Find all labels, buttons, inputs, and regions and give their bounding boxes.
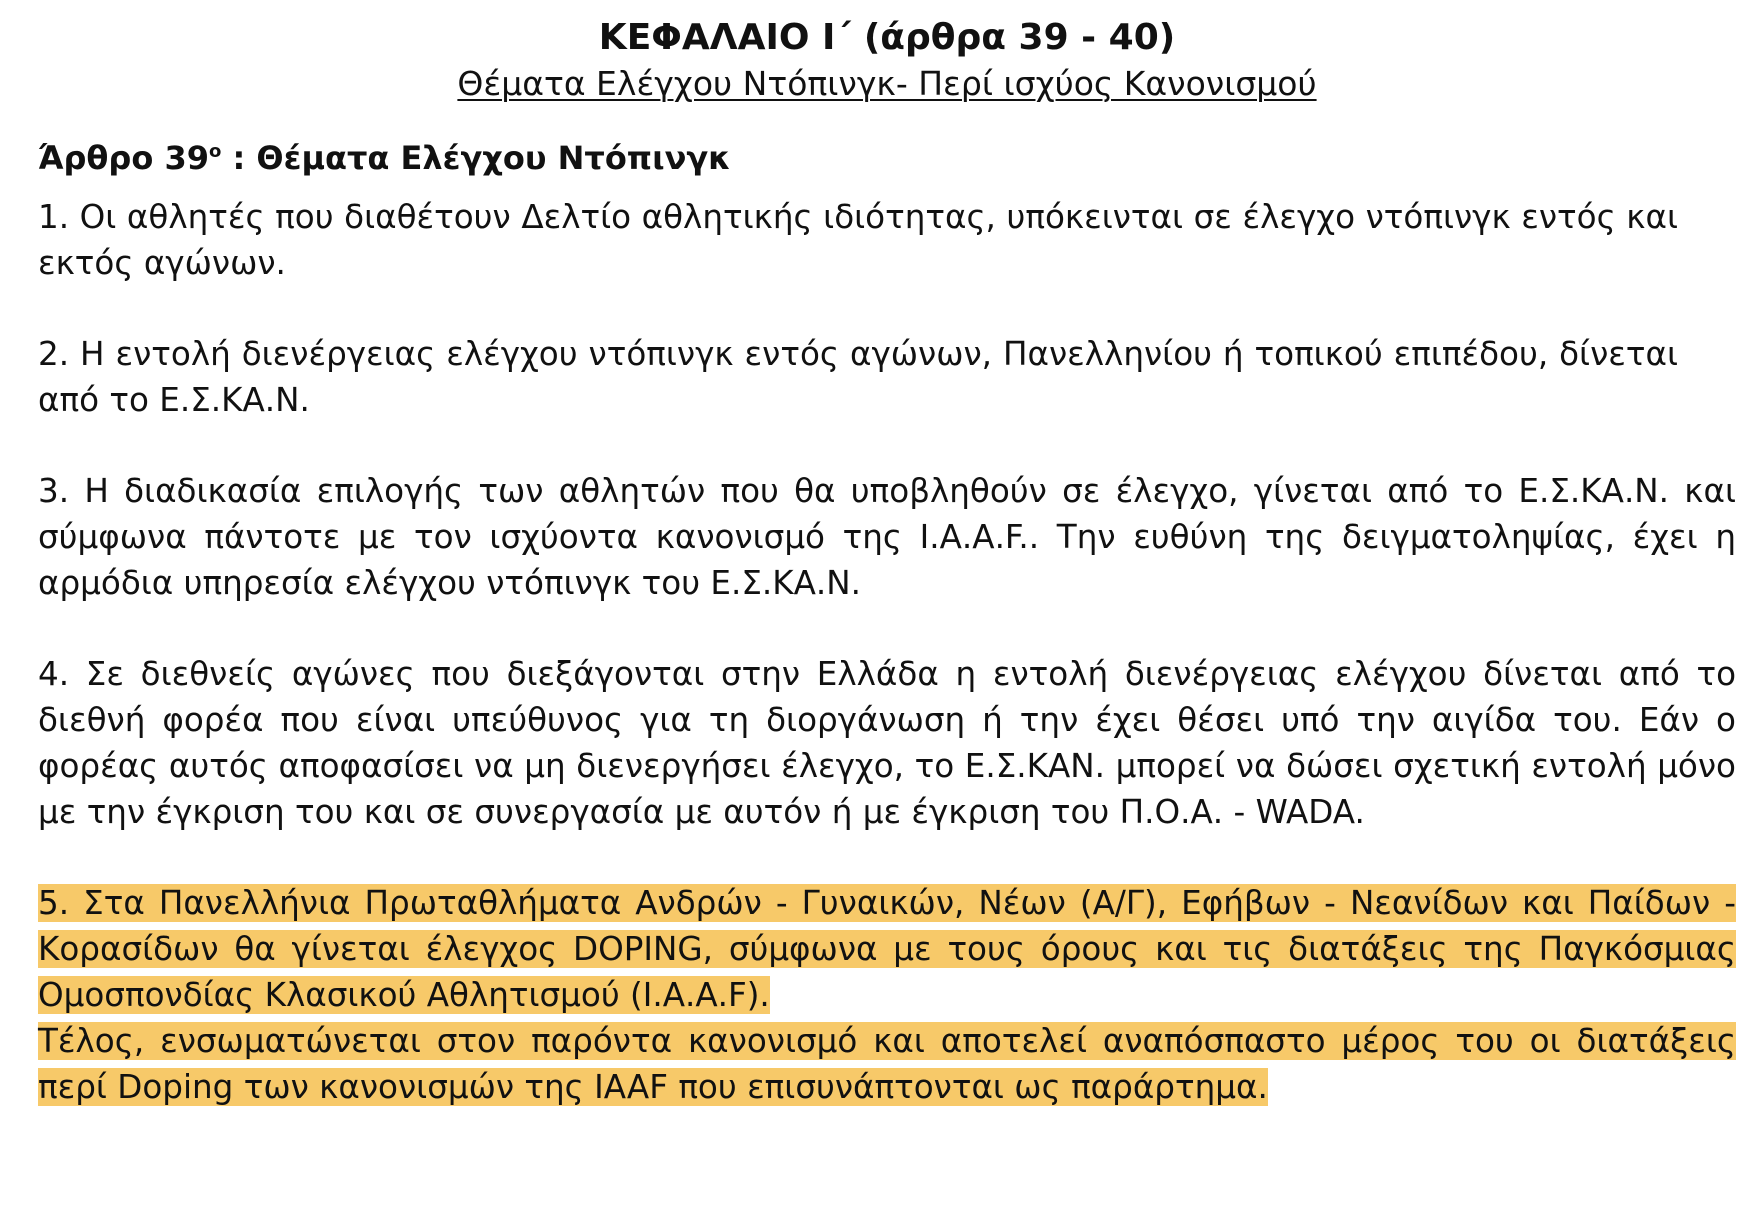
paragraph-1: 1. Οι αθλητές που διαθέτουν Δελτίο αθλητικής ιδιότητας, υπόκεινται σε έλεγχο ντόπινγκ εντός και εκτός αγώνων. [38, 198, 1678, 282]
highlighted-text: Τέλος, ενσωματώνεται στον παρόντα κανονισμό και αποτελεί αναπόσπαστο μέρος του οι διατάξεις περί Doping των κανονισμών της IAAF που επισυνάπτονται ως παράρτημα. [38, 1022, 1736, 1106]
article-heading-title: : Θέματα Ελέγχου Ντόπινγκ [221, 139, 731, 177]
paragraph-4: 4. Σε διεθνείς αγώνες που διεξάγονται στην Ελλάδα η εντολή διενέργειας ελέγχου δίνεται από το διεθνή φορέα που είναι υπεύθυνος για τη διοργάνωση ή την έχει θέσει υπό την αιγίδα του. Εάν ο φορέας αυτός αποφασίσει να μη διενεργήσει έλεγχο, το Ε.Σ.ΚΑΝ. μπορεί να δώσει σχετική εντολή μόνο με την έγκριση του και σε συνεργασία με αυτόν ή με έγκριση του Π.Ο.Α. - WADA. [38, 655, 1736, 831]
chapter-subtitle: Θέματα Ελέγχου Ντόπινγκ- Περί ισχύος Κανονισμού [457, 64, 1317, 103]
document-page [38, 14, 1736, 1110]
highlighted-text: 5. Στα Πανελλήνια Πρωταθλήματα Ανδρών - Γυναικών, Νέων (Α/Γ), Εφήβων - Νεανίδων και Παίδων - Κορασίδων θα γίνεται έλεγχος DOPING, σύμφωνα με τους όρους και τις διατάξεις της Παγκόσμιας Ομοσπονδίας Κλασικού Αθλητισμού (Ι.Α.Α.F). [38, 884, 1736, 1014]
paragraph-2: 2. Η εντολή διενέργειας ελέγχου ντόπινγκ εντός αγώνων, Πανελληνίου ή τοπικού επιπέδου, δίνεται από το Ε.Σ.ΚΑ.Ν. [38, 335, 1678, 419]
article-heading [38, 136, 1736, 180]
paragraph-3: 3. Η διαδικασία επιλογής των αθλητών που θα υποβληθούν σε έλεγχο, γίνεται από το Ε.Σ.ΚΑ.Ν. και σύμφωνα πάντοτε με τον ισχύοντα κανονισμό της Ι.Α.Α.F.. Την ευθύνη της δειγματοληψίας, έχει η αρμόδια υπηρεσία ελέγχου ντόπινγκ του Ε.Σ.ΚΑ.Ν. [38, 472, 1736, 602]
chapter-title: ΚΕΦΑΛΑΙΟ Ι΄ (άρθρα 39 - 40) [598, 17, 1176, 58]
article-ordinal: ο [208, 141, 222, 162]
paragraph-5 [38, 880, 1736, 1110]
article-heading-prefix: Άρθρο 39 [38, 139, 209, 177]
